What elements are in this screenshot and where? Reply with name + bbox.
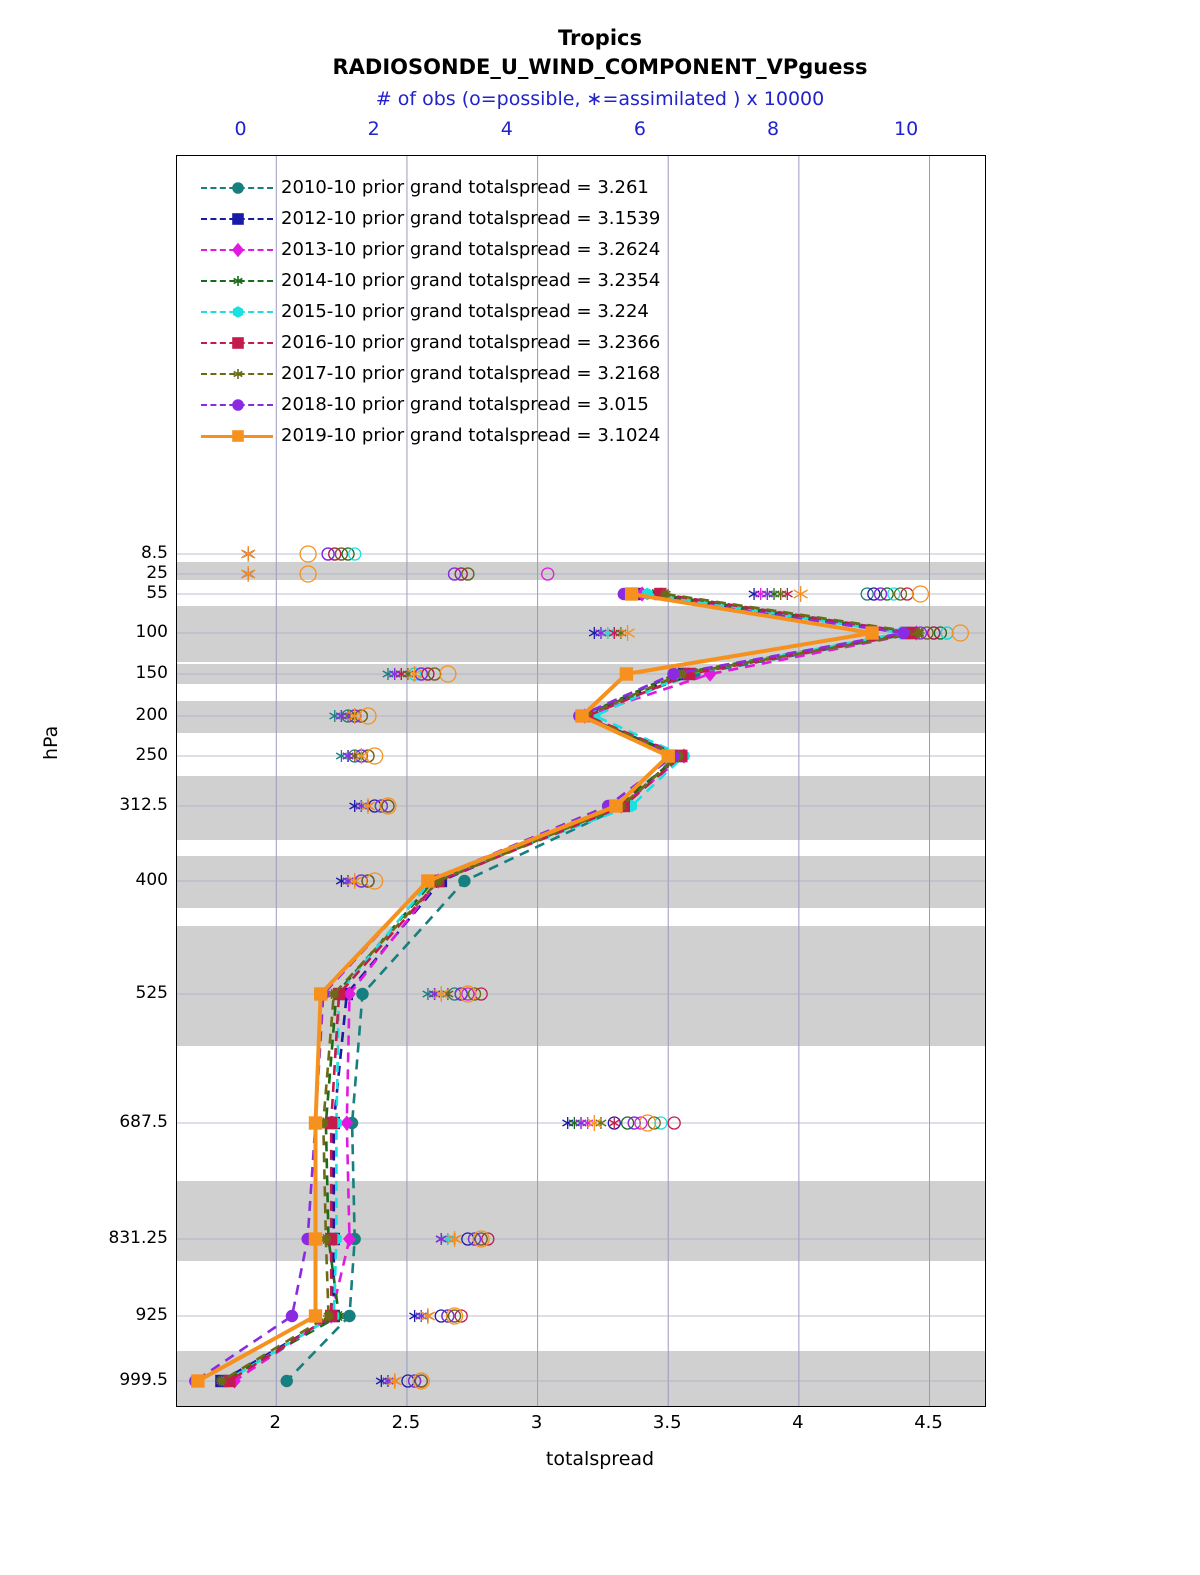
y-tick-label: 25 [146, 563, 168, 583]
y-tick-label: 831.25 [108, 1228, 168, 1248]
legend-label: 2015-10 prior grand totalspread = 3.224 [281, 301, 649, 322]
y-tick-label: 925 [135, 1305, 168, 1325]
y-tick-label: 250 [135, 745, 168, 765]
y-axis-title: hPa [40, 725, 62, 760]
legend-label: 2018-10 prior grand totalspread = 3.015 [281, 394, 649, 415]
legend-label: 2012-10 prior grand totalspread = 3.1539 [281, 208, 661, 229]
top-tick-label: 6 [633, 118, 646, 140]
legend-label: 2013-10 prior grand totalspread = 3.2624 [281, 239, 661, 260]
x-tick-label: 3.5 [652, 1412, 682, 1433]
top-axis-title: # of obs (o=possible, ∗=assimilated ) x 10000 [375, 88, 825, 110]
top-axis-tick-labels [176, 118, 986, 144]
y-axis-tick-labels [0, 155, 1200, 1407]
y-tick-label: 312.5 [119, 795, 168, 815]
x-tick-label: 3 [530, 1412, 543, 1433]
y-tick-label: 8.5 [140, 543, 168, 563]
x-tick-label: 4.5 [914, 1412, 943, 1433]
y-tick-label: 525 [135, 983, 168, 1003]
x-tick-label: 2.5 [391, 1412, 421, 1433]
top-tick-label: 8 [766, 118, 780, 140]
legend-label: 2014-10 prior grand totalspread = 3.2354 [281, 270, 661, 291]
legend-label: 2017-10 prior grand totalspread = 3.2168 [281, 363, 661, 384]
y-tick-label: 200 [135, 705, 168, 725]
legend-label: 2016-10 prior grand totalspread = 3.2366 [281, 332, 661, 353]
top-tick-label: 4 [500, 118, 513, 140]
y-tick-label: 100 [135, 622, 168, 642]
legend-label: 2010-10 prior grand totalspread = 3.261 [281, 177, 649, 198]
y-tick-label: 999.5 [119, 1370, 168, 1390]
chart-subtitle-variable: RADIOSONDE_U_WIND_COMPONENT_VPguess [332, 55, 868, 79]
y-tick-label: 55 [146, 583, 168, 603]
top-tick-label: 2 [367, 118, 380, 140]
y-tick-label: 400 [135, 870, 168, 890]
top-tick-label: 10 [894, 118, 919, 140]
y-tick-label: 150 [135, 663, 168, 683]
y-tick-label: 687.5 [119, 1112, 168, 1132]
top-tick-label: 0 [234, 118, 247, 140]
x-tick-label: 4 [792, 1412, 804, 1433]
x-axis-tick-labels [176, 1412, 986, 1438]
legend-label: 2019-10 prior grand totalspread = 3.1024 [281, 425, 661, 446]
x-axis-title: totalspread [545, 1448, 655, 1470]
x-tick-label: 2 [269, 1412, 282, 1433]
chart-title-region: Tropics [558, 26, 642, 50]
